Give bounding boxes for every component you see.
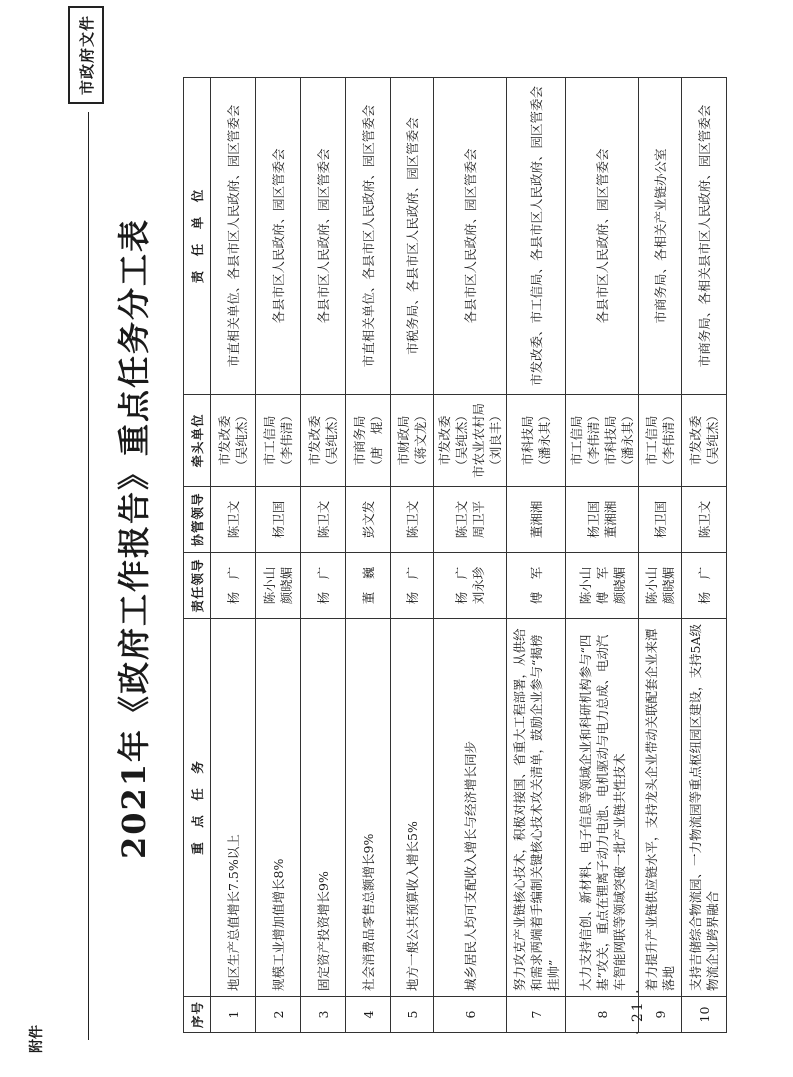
cell-no: 6 [434, 997, 507, 1033]
cell-unit: 市发改委 （吴纯杰） [211, 395, 256, 487]
cell-task: 地方一般公共预算收入增长5% [391, 619, 434, 997]
header-no: 序号 [184, 997, 211, 1033]
cell-task: 支持吉储综合物流园、一力物流园等重点枢纽园区建设，支持5A级物流企业跨界融合 [682, 619, 727, 997]
cell-lead: 杨 广 [301, 553, 346, 619]
cell-resp: 各县市区人民政府、园区管委会 [301, 78, 346, 395]
cell-no: 5 [391, 997, 434, 1033]
cell-no: 9 [639, 997, 682, 1033]
cell-lead: 杨 广 [391, 553, 434, 619]
cell-no: 1 [211, 997, 256, 1033]
task-table [183, 77, 727, 1033]
table-row [434, 78, 507, 1033]
cell-assist: 杨卫国 董湘湘 [566, 487, 639, 553]
cell-lead: 杨 广 [211, 553, 256, 619]
cell-unit: 市发改委 （吴纯杰） [301, 395, 346, 487]
cell-task: 固定资产投资增长9% [301, 619, 346, 997]
cell-resp: 市直相关单位、各县市区人民政府、园区管委会 [211, 78, 256, 395]
cell-no: 3 [301, 997, 346, 1033]
document-title: 2021年《政府工作报告》重点任务分工表 [115, 217, 153, 860]
cell-unit: 市科技局 （潘永其） [507, 395, 566, 487]
cell-resp: 各县市区人民政府、园区管委会 [256, 78, 301, 395]
cell-assist: 陈卫文 [682, 487, 727, 553]
cell-assist: 陈卫文 周卫平 [434, 487, 507, 553]
cell-unit: 市财政局 （蒋文龙） [391, 395, 434, 487]
cell-assist: 杨卫国 [256, 487, 301, 553]
table-row [682, 78, 727, 1033]
cell-no: 8 [566, 997, 639, 1033]
header-task: 重 点 任 务 [184, 619, 211, 997]
cell-resp: 市发改委、市工信局、各县市区人民政府、园区管委会 [507, 78, 566, 395]
cell-task: 着力提升产业链供应链水平，支持龙头企业带动关联配套企业来潭落地 [639, 619, 682, 997]
cell-unit: 市商务局 （唐 焜） [346, 395, 391, 487]
cell-resp: 各县市区人民政府、园区管委会 [566, 78, 639, 395]
cell-lead: 杨 广 [682, 553, 727, 619]
header-rule [88, 112, 89, 1040]
cell-unit: 市发改委 （吴纯杰） 市农业农村局 （刘良丰） [434, 395, 507, 487]
table-row [639, 78, 682, 1033]
cell-resp: 市直相关单位、各县市区人民政府、园区管委会 [346, 78, 391, 395]
cell-no: 7 [507, 997, 566, 1033]
page-number: · 21 · [630, 987, 646, 1035]
cell-resp: 市商务局、各相关产业链办公室 [639, 78, 682, 395]
cell-unit: 市工信局 （李伟清） [639, 395, 682, 487]
cell-assist: 陈卫文 [391, 487, 434, 553]
cell-lead: 傅 军 [507, 553, 566, 619]
cell-task: 城乡居民人均可支配收入增长与经济增长同步 [434, 619, 507, 997]
table-row [391, 78, 434, 1033]
header-lead: 责任领导 [184, 553, 211, 619]
cell-resp: 市商务局、各相关县市区人民政府、园区管委会 [682, 78, 727, 395]
table-row [301, 78, 346, 1033]
cell-no: 10 [682, 997, 727, 1033]
cell-lead: 杨 广 刘永珍 [434, 553, 507, 619]
table-row [566, 78, 639, 1033]
cell-task: 规模工业增加值增长8% [256, 619, 301, 997]
table-row [346, 78, 391, 1033]
header-assist: 协管领导 [184, 487, 211, 553]
header-unit: 牵头单位 [184, 395, 211, 487]
cell-assist: 彭文发 [346, 487, 391, 553]
cell-resp: 各县市区人民政府、园区管委会 [434, 78, 507, 395]
table-row [507, 78, 566, 1033]
cell-unit: 市发改委 （吴纯杰） [682, 395, 727, 487]
table-header-row [184, 78, 211, 1033]
cell-task: 社会消费品零售总额增长9% [346, 619, 391, 997]
cell-task: 大力支持信创、新材料、电子信息等领域企业和科研机构参与“四基”攻关，重点在锂离子动力电池、电机驱动与电力总成、电动汽车智能网联等领域突破一批产业链共性技术 [566, 619, 639, 997]
cell-assist: 杨卫国 [639, 487, 682, 553]
cell-unit: 市工信局 （李伟清） [256, 395, 301, 487]
cell-lead: 董 巍 [346, 553, 391, 619]
cell-assist: 陈卫文 [211, 487, 256, 553]
cell-task: 努力攻克产业链核心技术，积极对接国、省重大工程部署，从供给和需求两端着手编制关键核心技术攻关清单，鼓励企业参与“揭榜挂帅” [507, 619, 566, 997]
cell-unit: 市工信局 （李伟清） 市科技局 （潘永其） [566, 395, 639, 487]
cell-no: 2 [256, 997, 301, 1033]
cell-resp: 市税务局、各县市区人民政府、园区管委会 [391, 78, 434, 395]
cell-lead: 陈小山 傅 军 颜晓媚 [566, 553, 639, 619]
cell-assist: 陈卫文 [301, 487, 346, 553]
cell-assist: 董湘湘 [507, 487, 566, 553]
header-badge: 市政府文件 [68, 6, 104, 104]
cell-task: 地区生产总值增长7.5%以上 [211, 619, 256, 997]
cell-lead: 陈小山 颜晓媚 [639, 553, 682, 619]
table-row [256, 78, 301, 1033]
header-resp: 责 任 单 位 [184, 78, 211, 395]
attachment-label: 附件 [29, 1025, 45, 1053]
cell-lead: 陈小山 颜晓媚 [256, 553, 301, 619]
table-row [211, 78, 256, 1033]
cell-no: 4 [346, 997, 391, 1033]
